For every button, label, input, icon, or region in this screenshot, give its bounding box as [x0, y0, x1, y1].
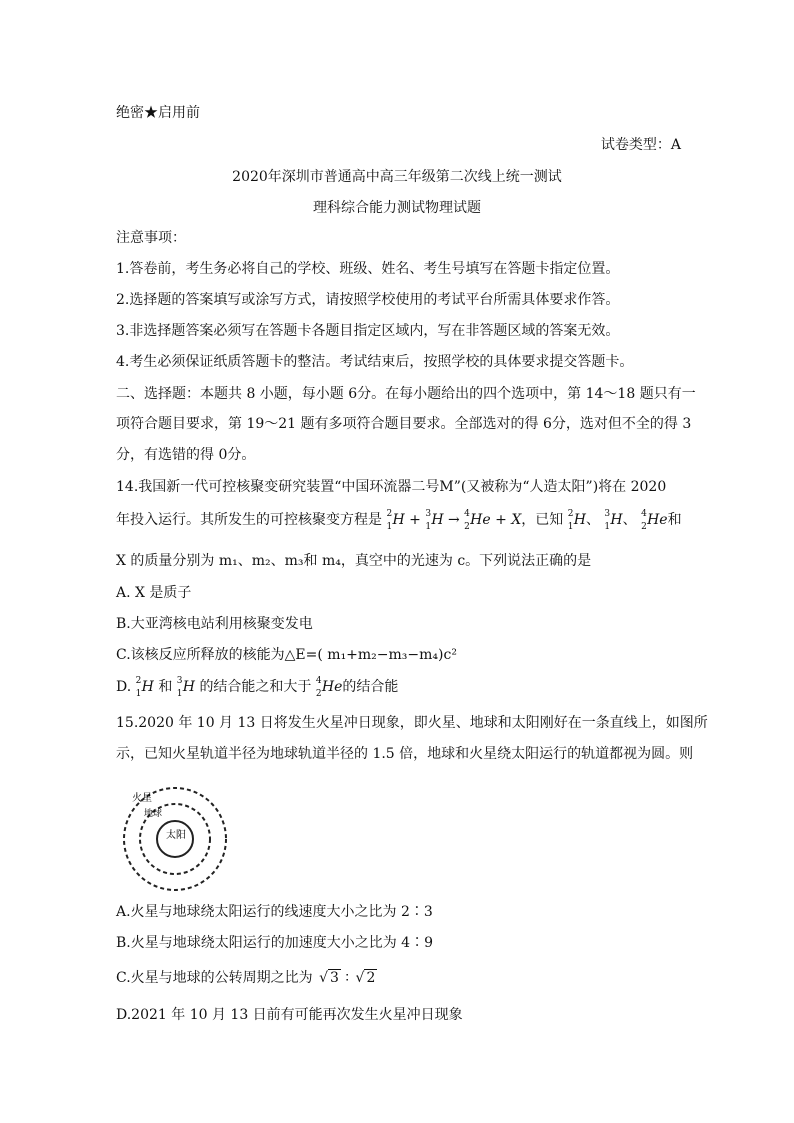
q14-option-c: C.该核反应所释放的核能为△E=( m₁+m₂−m₃−m₄)c² [116, 647, 457, 663]
tritium-symbol: 3 1 H [425, 509, 444, 532]
secret-label: 绝密★启用前 [116, 105, 200, 121]
q15-stem: 15.2020 年 10 月 13 日将发生火星冲日现象，即火星、地球和太阳刚好在一条直线上，如图所 [116, 715, 708, 731]
section-intro: 分，有选错的得 0分。 [116, 447, 256, 463]
notice-item: 4.考生必须保证纸质答题卡的整洁。考试结束后，按照学校的具体要求提交答题卡。 [116, 354, 634, 370]
notice-heading: 注意事项： [116, 230, 186, 246]
q15-option-b: B.火星与地球绕太阳运行的加速度大小之比为 4∶9 [116, 935, 434, 951]
mars-label: 火星 [132, 793, 152, 804]
q14-equation-line: 年投入运行。其所发生的可控核聚变方程是 2 1 H + 3 1 H → 4 2 He + X，已知 2 1 H、 3 1 H、 4 2 He和 [116, 509, 682, 532]
notice-item: 2.选择题的答案填写或涂写方式，请按照学校使用的考试平台所需具体要求作答。 [116, 292, 620, 308]
exam-title: 2020年深圳市普通高中高三年级第二次线上统一测试 [232, 169, 562, 185]
paper-type: 试卷类型：A [600, 137, 681, 153]
q14-option-a: A. X 是质子 [116, 585, 192, 601]
q15-option-c: C.火星与地球的公转周期之比为 √ 3 ∶ √ 2 [116, 970, 376, 986]
sun-label: 太阳 [166, 830, 186, 841]
notice-item: 3.非选择题答案必须写在答题卡各题目指定区域内，写在非答题区域的答案无效。 [116, 323, 620, 339]
exam-subtitle: 理科综合能力测试物理试题 [313, 200, 481, 216]
q14-option-b: B.大亚湾核电站利用核聚变发电 [116, 616, 313, 632]
section-intro: 二、选择题：本题共 8 小题，每小题 6分。在每小题给出的四个选项中，第 14～18 题只有一 [116, 386, 696, 402]
q14-option-d: D. 2 1 H 和 3 1 H 的结合能之和大于 4 2 He的结合能 [116, 676, 399, 699]
q15-option-d: D.2021 年 10 月 13 日前有可能再次发生火星冲日现象 [116, 1007, 463, 1023]
sqrt-2: √ 2 [355, 970, 376, 986]
helium-symbol: 4 2 He [464, 509, 491, 532]
q14-stem: 14.我国新一代可控核聚变研究装置“中国环流器二号M”(又被称为“人造太阳”)将在 2020 [116, 479, 667, 495]
deuterium-symbol: 2 1 H [386, 509, 405, 532]
notice-item: 1.答卷前，考生务必将自己的学校、班级、姓名、考生号填写在答题卡指定位置。 [116, 261, 620, 277]
orbit-diagram [110, 786, 240, 896]
section-intro: 项符合题目要求，第 19～21 题有多项符合题目要求。全部选对的得 6分，选对但不全的得 3 [116, 416, 692, 432]
sqrt-3: √ 3 [319, 970, 339, 986]
earth-label: 地球 [144, 808, 163, 818]
q14-stem: X 的质量分别为 m₁、m₂、m₃和 m₄，真空中的光速为 c。下列说法正确的是 [116, 553, 592, 569]
q15-stem: 示，已知火星轨道半径为地球轨道半径的 1.5 倍，地球和火星绕太阳运行的轨道都视为圆。则 [116, 746, 694, 762]
q15-option-a: A.火星与地球绕太阳运行的线速度大小之比为 2∶3 [116, 904, 433, 920]
